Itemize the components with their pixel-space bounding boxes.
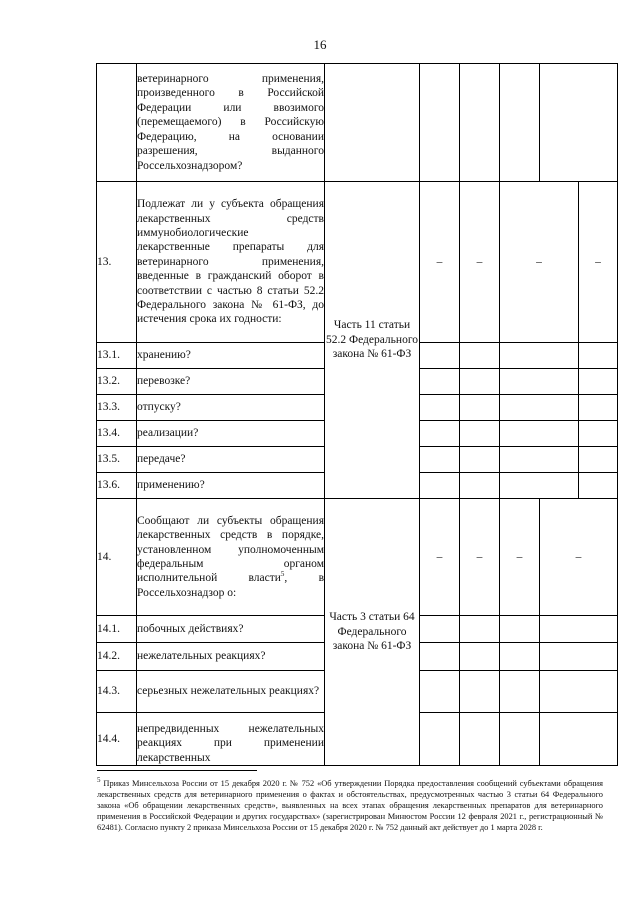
answer-na-cell[interactable] [500, 671, 540, 713]
answer-yes-cell[interactable] [420, 343, 460, 369]
answer-yes-cell[interactable] [420, 713, 460, 766]
row-number: 14. [97, 499, 137, 616]
answer-na-cell[interactable] [500, 343, 579, 369]
row-number: 14.3. [97, 671, 137, 713]
answer-yes-cell: – [420, 499, 460, 616]
question-text: применению? [137, 473, 325, 499]
answer-no-cell[interactable] [460, 343, 500, 369]
table-row [97, 499, 618, 616]
question-text: Сообщают ли субъекты обращения лекарственных средств в порядке, установленном уполномоченным федеральным органом исполнительной власти$^5$, в Россельхознадзор о: [137, 499, 325, 616]
answer-note-cell[interactable] [540, 671, 618, 713]
row-number: 14.2. [97, 643, 137, 671]
answer-na-cell[interactable] [500, 421, 579, 447]
answer-na-cell[interactable] [500, 473, 579, 499]
footnote-divider [97, 770, 257, 771]
answer-yes-cell[interactable] [420, 64, 460, 182]
answer-yes-cell[interactable] [420, 369, 460, 395]
answer-na-cell[interactable] [500, 643, 540, 671]
question-text: побочных действиях? [137, 616, 325, 643]
answer-no-cell[interactable] [460, 64, 500, 182]
footnote-ref[interactable]: 5 [280, 570, 285, 579]
row-number: 13.2. [97, 369, 137, 395]
answer-note-cell[interactable] [540, 643, 618, 671]
question-text: реализации? [137, 421, 325, 447]
answer-na-cell[interactable] [500, 369, 579, 395]
answer-na-cell[interactable] [500, 447, 579, 473]
answer-note-cell[interactable] [579, 473, 618, 499]
answer-na-cell: – [500, 182, 579, 343]
footnote [97, 778, 603, 833]
question-text: перевозке? [137, 369, 325, 395]
answer-na-cell: – [500, 499, 540, 616]
table-row [97, 182, 618, 343]
answer-no-cell[interactable] [460, 421, 500, 447]
answer-na-cell[interactable] [500, 713, 540, 766]
answer-na-cell[interactable] [500, 395, 579, 421]
table-row [97, 64, 618, 182]
answer-yes-cell[interactable] [420, 643, 460, 671]
checklist-table [96, 63, 618, 766]
question-text: передаче? [137, 447, 325, 473]
answer-note-cell[interactable] [579, 395, 618, 421]
answer-yes-cell[interactable] [420, 616, 460, 643]
answer-no-cell[interactable] [460, 447, 500, 473]
row-number [97, 64, 137, 182]
answer-no-cell[interactable] [460, 713, 500, 766]
answer-note-cell[interactable] [540, 713, 618, 766]
answer-note-cell: – [540, 499, 618, 616]
law-reference-cell [325, 64, 420, 182]
answer-no-cell[interactable] [460, 643, 500, 671]
answer-note-cell: – [579, 182, 618, 343]
footnote-text: Приказ Минсельхоза России от 15 декабря 2020 г. № 752 «Об утверждении Порядка предоставления сообщений субъектами обращения лекарственных средств для ветеринарного применения о фактах и обстоятельствах, предусмотренных частью 3 статьи 64 Федерального закона «Об обращении лекарственных средств», выявленных на всех этапах обращения лекарственных препаратов для ветеринарного применения в Российской Федерации и других государствах» (зарегистрирован Минюстом России 12 февраля 2021 г., регистрационный № 62481). Согласно пункту 2 приказа Минсельхоза России от 15 декабря 2020 г. № 752 данный акт действует до 1 марта 2028 г. [97, 779, 603, 832]
row-number: 13.4. [97, 421, 137, 447]
answer-yes-cell[interactable] [420, 473, 460, 499]
row-number: 14.1. [97, 616, 137, 643]
question-text: Подлежат ли у субъекта обращения лекарственных средств иммунобиологические лекарственные препараты для ветеринарного применения, введенные в гражданский оборот в соответствии с частью 8 статьи 52.2 Федерального закона № 61-ФЗ, до истечения срока их годности: [137, 182, 325, 343]
question-text: хранению? [137, 343, 325, 369]
answer-no-cell[interactable] [460, 369, 500, 395]
answer-note-cell[interactable] [579, 447, 618, 473]
answer-yes-cell: – [420, 182, 460, 343]
answer-no-cell: – [460, 182, 500, 343]
question-text: непредвиденных нежелательных реакциях при применении лекарственных [137, 713, 325, 766]
row-number: 14.4. [97, 713, 137, 766]
answer-no-cell: – [460, 499, 500, 616]
answer-na-cell[interactable] [500, 616, 540, 643]
answer-yes-cell[interactable] [420, 421, 460, 447]
footnote-marker: 5 [97, 776, 101, 785]
row-number: 13.6. [97, 473, 137, 499]
answer-note-cell[interactable] [540, 64, 618, 182]
question-text: отпуску? [137, 395, 325, 421]
answer-note-cell[interactable] [579, 343, 618, 369]
law-reference: Часть 11 статьи 52.2 Федерального закона № 61-ФЗ [325, 182, 420, 499]
question-text: ветеринарного применения, произведенного в Российской Федерации или ввозимого (перемещаемого) в Российскую Федерацию, на основании разрешения, выданного Россельхознадзором? [137, 64, 325, 182]
answer-note-cell[interactable] [540, 616, 618, 643]
question-text: нежелательных реакциях? [137, 643, 325, 671]
answer-na-cell[interactable] [500, 64, 540, 182]
question-text: серьезных нежелательных реакциях? [137, 671, 325, 713]
answer-yes-cell[interactable] [420, 447, 460, 473]
row-number: 13. [97, 182, 137, 343]
answer-no-cell[interactable] [460, 616, 500, 643]
answer-no-cell[interactable] [460, 671, 500, 713]
row-number: 13.5. [97, 447, 137, 473]
answer-yes-cell[interactable] [420, 395, 460, 421]
page-number: 16 [313, 37, 327, 52]
law-reference: Часть 3 статьи 64 Федерального закона № 61-ФЗ [325, 499, 420, 766]
answer-note-cell[interactable] [579, 421, 618, 447]
row-number: 13.3. [97, 395, 137, 421]
answer-no-cell[interactable] [460, 395, 500, 421]
answer-note-cell[interactable] [579, 369, 618, 395]
row-number: 13.1. [97, 343, 137, 369]
answer-no-cell[interactable] [460, 473, 500, 499]
answer-yes-cell[interactable] [420, 671, 460, 713]
